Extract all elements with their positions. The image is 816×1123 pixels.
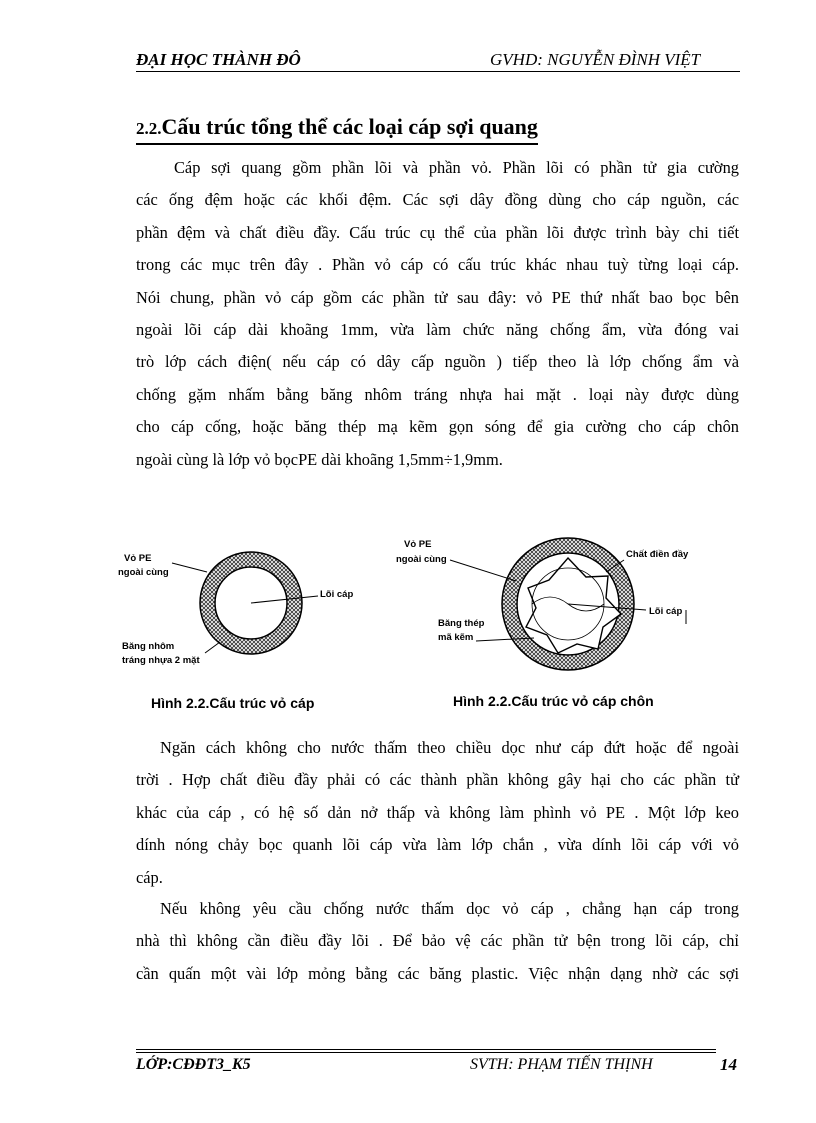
- paragraph-line: cần quấn một vài lớp mỏng bằng các băng plastic. Việc nhận dạng nhờ các sợi: [136, 963, 739, 983]
- paragraph-2: [136, 732, 739, 894]
- paragraph-line: chống gặm nhấm bằng băng nhôm tráng nhựa hai mặt . loại này được dùng: [136, 384, 739, 404]
- paragraph-line: Nếu không yêu cầu chống nước thấm dọc vỏ cáp , chẳng hạn cáp trong: [160, 899, 739, 918]
- section-number: 2.2.: [136, 119, 162, 138]
- paragraph-line: dính nóng chảy bọc quanh lõi cáp vừa làm lớp chắn , vừa dính lõi cáp với vỏ: [136, 835, 739, 855]
- fig1-label-core: Lõi cáp: [320, 589, 354, 600]
- fig2-label-steel-2: mã kẽm: [438, 632, 474, 643]
- paragraph-line: trời . Hợp chất điều đầy phải có các thành phần không gây hại cho các phần tử: [136, 770, 739, 790]
- paragraph-line: Nói chung, phần vỏ cáp gồm các phần tử sau đây: vỏ PE thứ nhất bao bọc bên: [136, 287, 739, 307]
- paragraph-1: [136, 152, 739, 476]
- paragraph-line: nhà thì không cần điều đầy lõi . Để bảo vệ các phần tử bện trong lõi cáp, chỉ: [136, 931, 739, 951]
- cable-structure-figures: [0, 520, 816, 690]
- paragraph-line: ngoài lõi cáp dài khoãng 1mm, vừa làm chức năng chống ẩm, vừa đóng vai: [136, 319, 739, 339]
- section-title-text: Cấu trúc tổng thể các loại cáp sợi quang: [161, 114, 538, 139]
- paragraph-line: khác của cáp , có hệ số dản nở thấp và không làm phình vỏ PE . Một lớp keo: [136, 802, 739, 822]
- figure-1-caption: Hình 2.2.Cấu trúc vỏ cáp: [151, 695, 315, 711]
- footer-class: LỚP:CĐĐT3_K5: [136, 1056, 251, 1073]
- section-title: [136, 114, 538, 145]
- fig2-label-outer-pe-2: ngoài cùng: [396, 554, 447, 565]
- fig1-label-outer-pe: Vỏ PE: [124, 553, 152, 564]
- footer-student: SVTH: PHẠM TIẾN THỊNH: [470, 1056, 653, 1073]
- fig2-label-filler: Chất điền đầy: [626, 549, 689, 560]
- fig1-label-tape-2: tráng nhựa 2 mặt: [122, 655, 200, 666]
- paragraph-line: trong các mục trên đây . Phần vỏ cáp có cấu trúc khác nhau tuỳ từng loại cáp.: [136, 255, 739, 275]
- page-number: 14: [720, 1055, 737, 1074]
- paragraph-line: trò lớp cách điện( nếu cáp có dây cấp nguồn ) tiếp theo là lớp chống ẩm và: [136, 352, 739, 372]
- paragraph-line: Ngăn cách không cho nước thấm theo chiều dọc như cáp đứt hoặc để ngoài: [160, 738, 739, 757]
- fig1-label-outer-pe-2: ngoài cùng: [118, 567, 169, 578]
- header-rule: [136, 71, 740, 72]
- fig2-label-steel: Băng thép: [438, 618, 485, 629]
- paragraph-line: cho cáp cống, hoặc băng thép mạ kẽm gọn sóng để gia cường cho cáp chôn: [136, 417, 739, 437]
- header-school: ĐẠI HỌC THÀNH ĐÔ: [136, 50, 301, 69]
- footer-rule: [136, 1049, 716, 1050]
- fig2-label-outer-pe: Vỏ PE: [404, 539, 432, 550]
- paragraph-line: các ống đệm hoặc các khối đệm. Các sợi dây đồng dùng cho cáp nguồn, các: [136, 190, 739, 210]
- figure-2-caption: Hình 2.2.Cấu trúc vỏ cáp chôn: [453, 693, 654, 709]
- fig2-label-core: Lõi cáp: [649, 606, 683, 617]
- paragraph-line: phần đệm và chất điều đầy. Cấu trúc cụ thể của phần lõi được trình bày chi tiết: [136, 222, 739, 242]
- paragraph-line: ngoài cùng là lớp vỏ bọcPE dài khoãng 1,5mm÷1,9mm.: [136, 449, 503, 469]
- header-advisor: GVHD: NGUYỄN ĐÌNH VIỆT: [490, 50, 701, 69]
- paragraph-line: Cáp sợi quang gồm phần lõi và phần vỏ. Phần lõi có phần tử gia cường: [174, 158, 739, 177]
- paragraph-3: [136, 893, 739, 990]
- figure-2-cable: [396, 538, 689, 670]
- footer-rule: [136, 1052, 716, 1053]
- paragraph-line: cáp.: [136, 867, 163, 887]
- figure-1-cable: [118, 552, 353, 666]
- fig1-label-tape: Băng nhôm: [122, 641, 175, 652]
